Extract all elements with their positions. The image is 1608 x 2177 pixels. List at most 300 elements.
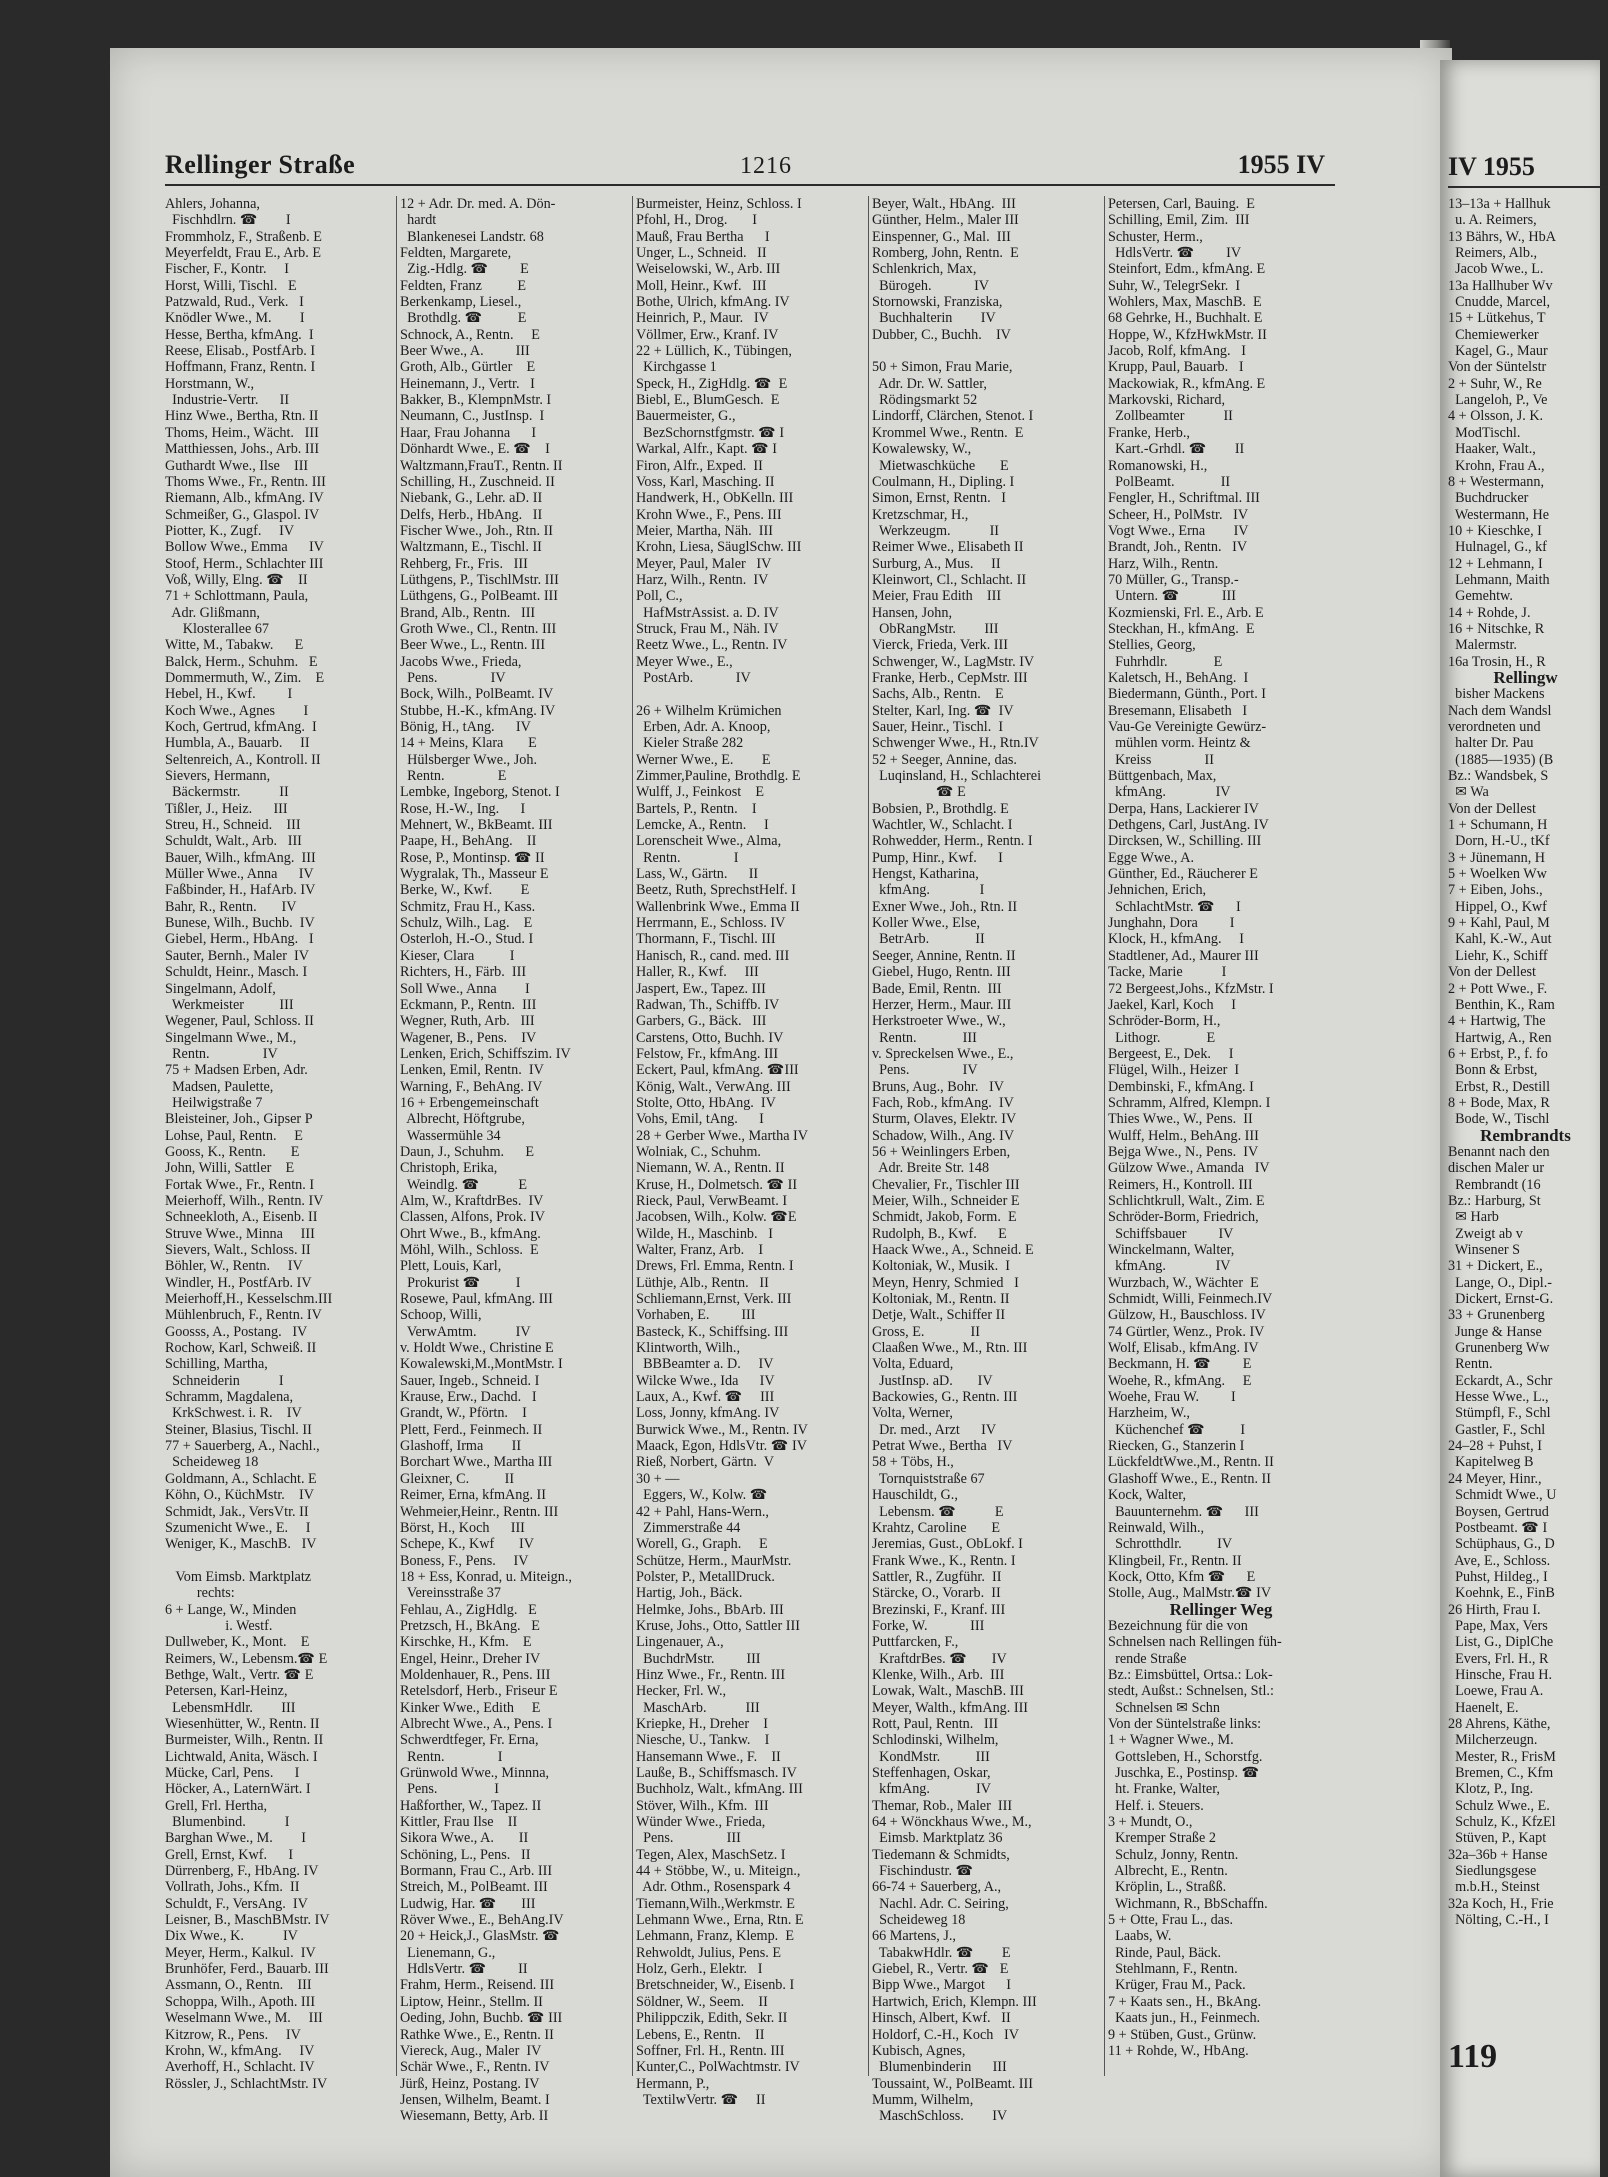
directory-entry: Adr. Dr. W. Sattler, [872, 375, 987, 392]
directory-entry: Rentn. [1448, 1356, 1493, 1373]
directory-entry: 26 + Wilhelm Krümichen [636, 702, 782, 719]
directory-entry: Haack Wwe., A., Schneid. E [872, 1242, 1034, 1258]
directory-entry: Rieß, Norbert, Gärtn. V [636, 1454, 775, 1471]
directory-entry: Fischindustr. ☎ [872, 1863, 974, 1880]
directory-entry: 10 + Kieschke, I [1448, 522, 1542, 539]
directory-entry: Jürß, Heinz, Postang. IV [400, 2075, 540, 2092]
directory-entry: Zweigt ab v [1448, 1225, 1523, 1242]
directory-column-2 [400, 196, 626, 2125]
directory-entry: Brezinski, F., Kranf. III [872, 1601, 1006, 1618]
directory-entry: Erben, Adr. A. Knoop, [636, 719, 771, 735]
directory-entry: 77 + Sauerberg, A., Nachl., [165, 1438, 320, 1455]
directory-entry: Mester, R., FrisM [1448, 1748, 1556, 1765]
directory-entry: Bejga Wwe., N., Pens. IV [1108, 1143, 1259, 1160]
directory-entry: Hoffmann, Franz, Rentn. I [165, 359, 316, 376]
directory-entry: Kinker Wwe., Edith E [400, 1699, 541, 1716]
directory-entry: Reese, Elisab., PostfArb. I [165, 343, 316, 360]
directory-entry: Scheideweg 18 [165, 1454, 259, 1471]
directory-entry: v. Spreckelsen Wwe., E., [872, 1045, 1014, 1062]
directory-entry: Rössler, J., SchlachtMstr. IV [165, 2075, 328, 2092]
directory-entry: Jensen, Wilhelm, Beamt. I [400, 2091, 550, 2108]
directory-entry: Fuhrhdlr. E [1108, 653, 1223, 670]
directory-entry: Bürogeh. IV [872, 277, 990, 294]
directory-entry: 74 Gürtler, Wenz., Prok. IV [1108, 1323, 1265, 1340]
directory-entry: 12 + Lehmann, I [1448, 555, 1543, 572]
directory-entry: Koltoniak, M., Rentn. II [872, 1291, 1010, 1308]
directory-entry: Ludwig, Har. ☎ III [400, 1895, 536, 1912]
directory-entry: 6 + Lange, W., Minden [165, 1601, 297, 1618]
directory-entry: Rathke Wwe., E., Rentn. II [400, 2026, 554, 2043]
directory-entry: Romanowski, H., [1108, 457, 1208, 474]
directory-entry: Buchholz, Walt., kfmAng. III [636, 1781, 803, 1798]
directory-entry: Dürrenberg, F., HbAng. IV [165, 1863, 319, 1880]
directory-entry: Vereinsstraße 37 [400, 1585, 501, 1602]
directory-entry: Hebel, H., Kwf. I [165, 686, 293, 703]
directory-entry: 50 + Simon, Frau Marie, [872, 359, 1013, 376]
directory-entry: 14 + Rohde, J. [1448, 604, 1531, 621]
directory-entry: Heinemann, J., Vertr. I [400, 375, 535, 392]
directory-entry: Rieck, Paul, VerwBeamt. I [636, 1192, 788, 1209]
directory-entry: Faßbinder, H., HafArb. IV [165, 882, 316, 899]
directory-entry: v. Holdt Wwe., Christine E [400, 1340, 554, 1357]
directory-entry: 26 Hirth, Frau I. [1448, 1601, 1541, 1618]
directory-entry: Giebel, Herm., HbAng. I [165, 931, 314, 948]
directory-entry: Beckmann, H. ☎ E [1108, 1356, 1252, 1373]
right-header-year: IV 1955 [1448, 152, 1535, 181]
directory-entry: Surburg, A., Mus. II [872, 555, 1001, 572]
directory-entry: Radwan, Th., Schiffb. IV [636, 996, 780, 1013]
directory-entry: Schwenger, W., LagMstr. IV [872, 653, 1035, 670]
directory-entry: Heilwigstraße 7 [165, 1094, 263, 1111]
directory-entry: Ahlers, Johanna, [165, 196, 260, 212]
directory-entry: kfmAng. IV [1108, 1258, 1231, 1275]
directory-entry: TabakwHdlr. ☎ E [872, 1944, 1011, 1961]
directory-entry: Stelter, Karl, Ing. ☎ IV [872, 702, 1014, 719]
directory-entry: KrkSchwest. i. R. IV [165, 1405, 302, 1422]
directory-entry: Niemann, W. A., Rentn. II [636, 1160, 785, 1177]
directory-entry: Zig.-Hdlg. ☎ E [400, 261, 529, 278]
directory-entry: Klenke, Wilh., Arb. III [872, 1666, 1005, 1683]
directory-entry: Glashoff, Irma II [400, 1438, 522, 1455]
directory-entry: Winckelmann, Walter, [1108, 1242, 1235, 1258]
directory-entry: Schütze, Herm., MaurMstr. [636, 1552, 792, 1569]
directory-entry: Meyer, Walth., kfmAng. III [872, 1699, 1029, 1716]
directory-entry: Bz.: Harburg, St [1448, 1192, 1541, 1209]
directory-entry: Meier, Wilh., Schneider E [872, 1192, 1020, 1209]
directory-entry: Kreiss II [1108, 751, 1214, 768]
directory-entry: Mackowiak, R., kfmAng. E [1108, 375, 1266, 392]
directory-entry: Möhl, Wilh., Schloss. E [400, 1242, 539, 1258]
directory-entry: Bothe, Ulrich, kfmAng. IV [636, 294, 790, 311]
directory-entry: Schramm, Alfred, Klempn. I [1108, 1094, 1271, 1111]
directory-entry: halter Dr. Pau [1448, 735, 1534, 752]
directory-entry: Siedlungsgese [1448, 1863, 1537, 1880]
directory-entry: Pens. I [400, 1781, 499, 1798]
directory-entry: Zollbeamter II [1108, 408, 1233, 425]
directory-entry: m.b.H., Steinst [1448, 1879, 1540, 1896]
directory-entry: LebensmHdlr. III [165, 1699, 296, 1716]
directory-entry: Hesse, Bertha, kfmAng. I [165, 326, 314, 343]
directory-entry: Leisner, B., MaschBMstr. IV [165, 1912, 330, 1929]
directory-entry: Schwenger Wwe., H., Rtn.IV [872, 735, 1039, 752]
directory-entry [872, 343, 1098, 359]
directory-entry: Burmeister, Wilh., Rentn. II [165, 1732, 324, 1749]
directory-entry: Jaspert, Ew., Tapez. III [636, 980, 766, 997]
directory-entry: BetrArb. II [872, 931, 985, 948]
directory-entry: Szumenicht Wwe., E. I [165, 1519, 311, 1536]
directory-entry: 5 + Otte, Frau L., das. [1108, 1912, 1234, 1929]
directory-entry: Poll, C., [636, 588, 683, 605]
directory-entry: Milcherzeugn. [1448, 1732, 1538, 1749]
directory-entry: Stärcke, O., Vorarb. II [872, 1585, 1001, 1602]
directory-entry: Holz, Gerh., Elektr. I [636, 1961, 763, 1978]
directory-entry: Kieler Straße 282 [636, 735, 744, 752]
directory-entry: Schnelsen nach Rellingen füh- [1108, 1634, 1282, 1651]
directory-entry: Reimers, Alb., [1448, 245, 1538, 262]
directory-entry: Rose, P., Montinsp. ☎ II [400, 849, 545, 866]
directory-entry: Horstmann, W., [165, 375, 255, 392]
directory-entry: Dix Wwe., K. IV [165, 1928, 298, 1945]
directory-entry: 44 + Stöbbe, W., u. Miteign., [636, 1863, 801, 1880]
directory-entry: 1 + Wagner Wwe., M. [1108, 1732, 1234, 1749]
directory-entry: Büttgenbach, Max, [1108, 768, 1217, 785]
directory-entry: Seeger, Annine, Rentn. II [872, 947, 1016, 964]
directory-entry: Struck, Frau M., Näh. IV [636, 620, 779, 637]
directory-entry: Lindorff, Clärchen, Stenot. I [872, 408, 1034, 425]
directory-entry: 28 Ahrens, Käthe, [1448, 1715, 1551, 1732]
directory-entry: Bäckermstr. II [165, 784, 289, 801]
directory-entry: Jacobs Wwe., Frieda, [400, 653, 522, 670]
directory-entry: Niebank, G., Lehr. aD. II [400, 490, 543, 507]
directory-entry: Wulff, Helm., BehAng. III [1108, 1127, 1259, 1144]
directory-entry: Barghan Wwe., M. I [165, 1830, 306, 1847]
directory-entry: Zimmerstraße 44 [636, 1519, 741, 1536]
directory-entry: Richters, H., Färb. III [400, 964, 527, 981]
directory-entry: 20 + Heick,J., GlasMstr. ☎ [400, 1928, 560, 1945]
directory-entry: Beetz, Ruth, SprechstHelf. I [636, 882, 796, 899]
directory-entry: Schlichtkrull, Walt., Zim. E [1108, 1192, 1265, 1209]
directory-entry: Bobsien, P., Brothdlg. E [872, 800, 1009, 817]
directory-entry: Frahm, Herm., Reisend. III [400, 1977, 555, 1994]
directory-entry: kfmAng. I [872, 882, 985, 899]
directory-entry: Madsen, Paulette, [165, 1078, 274, 1095]
directory-entry: Meier, Martha, Näh. III [636, 522, 773, 539]
directory-entry: Bönig, H., tAng. IV [400, 719, 531, 735]
directory-entry: Kaletsch, H., BehAng. I [1108, 669, 1249, 686]
directory-entry: Klosterallee 67 [165, 620, 270, 637]
directory-entry: Waltzmann, E., Tischl. II [400, 539, 542, 556]
directory-entry: Langeloh, P., Ve [1448, 392, 1548, 409]
directory-entry: Bretschneider, W., Eisenb. I [636, 1977, 795, 1994]
directory-entry: Assmann, O., Rentn. III [165, 1977, 312, 1994]
column-divider [632, 196, 633, 2076]
directory-entry: Schramm, Magdalena, [165, 1389, 294, 1406]
directory-entry: 6 + Erbst, P., f. fo [1448, 1045, 1548, 1062]
directory-entry: JustInsp. aD. IV [872, 1372, 993, 1389]
directory-entry: 66 Martens, J., [872, 1928, 956, 1945]
directory-entry: Hansemann Wwe., F. II [636, 1748, 781, 1765]
directory-entry: Steffenhagen, Oskar, [872, 1765, 991, 1781]
directory-entry: Küchenchef ☎ I [1108, 1421, 1246, 1438]
directory-entry: Helmke, Johs., BbArb. III [636, 1601, 784, 1618]
directory-entry: Bauunternehm. ☎ III [1108, 1503, 1259, 1520]
directory-column-1 [165, 196, 391, 2092]
directory-entry: Wiesenhütter, W., Rentn. II [165, 1715, 320, 1732]
directory-entry: Bonn & Erbst, [1448, 1062, 1538, 1079]
directory-entry [636, 686, 862, 702]
directory-entry: Stellies, Georg, [1108, 637, 1196, 654]
directory-entry: Blumenbind. I [165, 1814, 290, 1831]
directory-entry: Voß, Willy, Elng. ☎ II [165, 571, 308, 588]
directory-entry: Von der Dellest [1448, 964, 1536, 981]
directory-entry: 5 + Woelken Ww [1448, 866, 1547, 883]
directory-entry: BBBeamter a. D. IV [636, 1356, 774, 1373]
directory-entry: Kozmienski, Frl. E., Arb. E [1108, 604, 1264, 621]
directory-entry: 2 + Suhr, W., Re [1448, 375, 1542, 392]
directory-entry: Wolniak, C., Schuhm. [636, 1143, 761, 1160]
directory-entry: PostArb. IV [636, 669, 751, 686]
directory-entry: Schmidt, Jakob, Form. E [872, 1209, 1017, 1226]
directory-entry: Kriepke, H., Dreher I [636, 1715, 768, 1732]
directory-entry: Classen, Alfons, Prok. IV [400, 1209, 546, 1226]
directory-entry: mühlen vorm. Heintz & [1108, 735, 1251, 752]
directory-entry: Steckhan, H., kfmAng. E [1108, 620, 1255, 637]
directory-entry: Puttfarcken, F., [872, 1634, 959, 1651]
directory-entry: KraftdrBes. ☎ IV [872, 1650, 1007, 1667]
directory-entry: Harzheim, W., [1108, 1405, 1190, 1422]
directory-entry: Dönhardt Wwe., E. ☎ I [400, 441, 550, 458]
directory-entry: Markovski, Richard, [1108, 392, 1226, 409]
directory-entry: KondMstr. III [872, 1748, 990, 1765]
directory-entry: Sievers, Hermann, [165, 768, 271, 785]
directory-entry: Rentn. E [400, 768, 507, 785]
directory-entry: Mietwaschküche E [872, 457, 1009, 474]
directory-entry: Windler, H., PostfArb. IV [165, 1274, 312, 1291]
directory-entry: Köhn, O., KüchMstr. IV [165, 1487, 314, 1504]
directory-entry: Einspenner, G., Mal. III [872, 228, 1011, 245]
directory-entry: Fischhdlrn. ☎ I [165, 212, 291, 229]
directory-entry: Bahr, R., Rentn. IV [165, 898, 297, 915]
directory-entry: Söldner, W., Seem. II [636, 1993, 768, 2010]
directory-entry: Meyn, Henry, Schmied I [872, 1274, 1019, 1291]
directory-entry: 66-74 + Sauerberg, A., [872, 1879, 1002, 1896]
directory-entry: Vau-Ge Vereinigte Gewürz- [1108, 719, 1267, 735]
directory-entry: Wulff, J., Feinkost E [636, 784, 765, 801]
directory-entry: Krause, Erw., Dachd. I [400, 1389, 537, 1406]
directory-entry: Schulz, K., KfzEl [1448, 1814, 1556, 1831]
directory-entry: Walter, Franz, Arb. I [636, 1242, 764, 1258]
directory-entry: Heinrich, P., Maur. IV [636, 310, 769, 327]
directory-entry: Plett, Ferd., Feinmech. II [400, 1421, 543, 1438]
directory-entry: Helf. i. Steuers. [1108, 1797, 1204, 1814]
directory-entry: Derpa, Hans, Lackierer IV [1108, 800, 1259, 817]
directory-entry: Firon, Alfr., Exped. II [636, 457, 763, 474]
directory-entry: Boness, F., Pens. IV [400, 1552, 529, 1569]
directory-entry: Schmeißer, G., Glaspol. IV [165, 506, 320, 523]
directory-entry: BezSchornstfgmstr. ☎ I [636, 424, 785, 441]
directory-entry: Dr. med., Arzt IV [872, 1421, 997, 1438]
directory-entry: Fach, Rob., kfmAng. IV [872, 1094, 1014, 1111]
directory-entry: Lenken, Erich, Schiffszim. IV [400, 1045, 571, 1062]
directory-entry: HdlsVertr. ☎ IV [1108, 245, 1242, 262]
directory-entry: Werkzeugm. II [872, 522, 1000, 539]
directory-entry: 14 + Meins, Klara E [400, 735, 537, 752]
directory-entry: rende Straße [1108, 1650, 1187, 1667]
directory-entry: Kleinwort, Cl., Schlacht. II [872, 571, 1027, 588]
directory-entry: Wilcke Wwe., Ida IV [636, 1372, 775, 1389]
directory-entry: 52 + Seeger, Annine, das. [872, 751, 1017, 768]
directory-entry: kfmAng. IV [1108, 784, 1231, 801]
directory-entry: Rinde, Paul, Bäck. [1108, 1944, 1222, 1961]
directory-entry: u. A. Reimers, [1448, 212, 1537, 229]
directory-entry: Philippczik, Edith, Sekr. II [636, 2010, 788, 2027]
directory-entry: 13a Hallhuber Wv [1448, 277, 1553, 294]
directory-entry: (1885—1935) (B [1448, 751, 1554, 768]
directory-entry: Weiselowski, W., Arb. III [636, 261, 781, 278]
directory-entry: Günther, Helm., Maler III [872, 212, 1019, 229]
directory-entry: Krohn Wwe., F., Pens. III [636, 506, 782, 523]
directory-entry: Struve Wwe., Minna III [165, 1225, 315, 1242]
directory-entry: 7 + Kaats sen., H., BkAng. [1108, 1993, 1262, 2010]
directory-entry: Woehe, Frau W. I [1108, 1389, 1236, 1406]
directory-entry: 7 + Eiben, Johs., [1448, 882, 1543, 899]
directory-entry: Lehmann, Maith [1448, 571, 1550, 588]
directory-entry: Jacob, Rolf, kfmAng. I [1108, 343, 1246, 360]
directory-entry: Loss, Jonny, kfmAng. IV [636, 1405, 780, 1422]
directory-entry: Wallenbrink Wwe., Emma II [636, 898, 800, 915]
directory-entry: 16 + Nitschke, R [1448, 620, 1545, 637]
directory-entry: List, G., DiplChe [1448, 1634, 1554, 1651]
directory-entry: Sauer, Heinr., Tischl. I [872, 719, 1004, 735]
directory-entry: Cnudde, Marcel, [1448, 294, 1551, 311]
directory-entry: Streu, H., Schneid. III [165, 817, 301, 834]
header-page-number: 1216 [740, 153, 792, 179]
directory-entry: Harz, Wilh., Rentn. [1108, 555, 1219, 572]
directory-entry: Von der Süntelstr [1448, 359, 1547, 376]
directory-entry: Krohn, Liesa, SäuglSchw. III [636, 539, 802, 556]
directory-entry: Pape, Max, Vers [1448, 1617, 1548, 1634]
directory-entry: Giebel, Hugo, Rentn. III [872, 964, 1011, 981]
directory-entry: Höcker, A., LaternWärt. I [165, 1781, 311, 1798]
directory-entry: Garbers, G., Bäck. III [636, 1013, 767, 1030]
directory-entry: MaschArb. III [636, 1699, 760, 1716]
directory-entry: Meierhoff, Wilh., Rentn. IV [165, 1192, 324, 1209]
directory-entry: Hecker, Frl. W., [636, 1683, 727, 1700]
directory-entry: Pretzsch, H., BkAng. E [400, 1617, 540, 1634]
directory-entry: Lohse, Paul, Rentn. E [165, 1127, 303, 1144]
directory-entry: Schulz, Wilh., Lag. E [400, 915, 533, 932]
directory-entry: Werkmeister III [165, 996, 294, 1013]
directory-entry: Bade, Emil, Rentn. III [872, 980, 1002, 997]
directory-entry: Brandt, Joh., Rentn. IV [1108, 539, 1248, 556]
directory-entry: Meyer, Paul, Maler IV [636, 555, 772, 572]
directory-entry: Schmitz, Frau H., Kass. [400, 898, 536, 915]
directory-entry: Koehnk, E., FinB [1448, 1585, 1555, 1602]
directory-entry: Mühlenbruch, F., Rentn. IV [165, 1307, 322, 1324]
directory-entry: Sachs, Alb., Rentn. E [872, 686, 1004, 703]
directory-entry: Nölting, C.-H., I [1448, 1912, 1549, 1929]
directory-entry: Krahtz, Caroline E [872, 1519, 1001, 1536]
directory-entry: Streich, M., PolBeamt. III [400, 1879, 548, 1896]
directory-entry: Delfs, Herb., HbAng. II [400, 506, 543, 523]
directory-entry: 32a Koch, H., Frie [1448, 1895, 1554, 1912]
directory-entry: Laabs, W. [1108, 1928, 1172, 1945]
directory-entry: Wagener, B., Pens. IV [400, 1029, 537, 1046]
directory-entry: bisher Mackens [1448, 686, 1545, 703]
directory-entry: Thies Wwe., W., Pens. II [1108, 1111, 1253, 1128]
directory-entry: Jaekel, Karl, Koch I [1108, 996, 1237, 1013]
directory-entry: Hulnagel, G., kf [1448, 539, 1547, 556]
directory-entry: Vogt Wwe., Erna IV [1108, 522, 1249, 539]
directory-entry: Mehnert, W., BkBeamt. III [400, 817, 553, 834]
directory-entry: Postbeamt. ☎ I [1448, 1519, 1548, 1536]
directory-entry: Berkenkamp, Liesel., [400, 294, 522, 311]
directory-entry: Wolf, Elisab., kfmAng. IV [1108, 1340, 1259, 1357]
directory-entry: Themar, Rob., Maler III [872, 1797, 1013, 1814]
directory-entry: Tiedemann & Schmidts, [872, 1846, 1010, 1863]
directory-entry: Rembrandt (16 [1448, 1176, 1541, 1193]
directory-entry: Witte, M., Tabakw. E [165, 637, 304, 654]
directory-entry: Rochow, Karl, Schweiß. II [165, 1340, 317, 1357]
directory-entry: Kagel, G., Maur [1448, 343, 1548, 360]
directory-entry: Rentn. I [400, 1748, 503, 1765]
directory-entry: Bleisteiner, Joh., Gipser P [165, 1111, 313, 1128]
section-title: Rembrandts [1480, 1125, 1571, 1145]
directory-entry: 24 Meyer, Hinr., [1448, 1470, 1542, 1487]
directory-entry: Adr. Othm., Rosenspark 4 [636, 1879, 791, 1896]
directory-entry: Lienemann, G., [400, 1944, 496, 1961]
directory-entry: Lemcke, A., Rentn. I [636, 817, 769, 834]
directory-entry: PolBeamt. II [1108, 473, 1231, 490]
directory-entry: Stubbe, H.-K., kfmAng. IV [400, 702, 556, 719]
directory-entry: Stehlmann, F., Rentn. [1108, 1961, 1238, 1978]
directory-entry: Volta, Werner, [872, 1405, 953, 1422]
directory-entry: Krohn, Frau A., [1448, 457, 1545, 474]
directory-entry: Grandt, W., Pförtn. I [400, 1405, 527, 1422]
directory-entry: Krohn, W., kfmAng. IV [165, 2042, 315, 2059]
directory-entry: Benthin, K., Ram [1448, 996, 1555, 1013]
directory-entry: Wilde, H., Maschinb. I [636, 1225, 773, 1242]
directory-entry: Bode, W., Tischl [1448, 1111, 1550, 1128]
directory-entry: Koltoniak, W., Musik. I [872, 1258, 1010, 1275]
directory-entry: Gemehtw. [1448, 588, 1513, 605]
directory-column-5 [1108, 196, 1334, 2076]
directory-entry: Goldmann, A., Schlacht. E [165, 1470, 317, 1487]
directory-entry: Exner Wwe., Joh., Rtn. II [872, 898, 1018, 915]
directory-entry: Dembinski, F., kfmAng. I [1108, 1078, 1254, 1095]
directory-entry: Winsener S [1448, 1242, 1521, 1258]
directory-entry: Biedermann, Günth., Port. I [1108, 686, 1267, 703]
directory-entry: Kowalewski,M.,MontMstr. I [400, 1356, 563, 1373]
directory-entry: Untern. ☎ III [1108, 588, 1236, 605]
directory-entry: Oeding, John, Buchb. ☎ III [400, 2010, 563, 2027]
directory-entry: Krommel Wwe., Rentn. E [872, 424, 1024, 441]
directory-entry: Bipp Wwe., Margot I [872, 1977, 1011, 1994]
directory-entry: Soffner, Frl. H., Rentn. III [636, 2042, 785, 2059]
directory-entry: Backowies, G., Rentn. III [872, 1389, 1018, 1406]
directory-entry: Schoop, Willi, [400, 1307, 482, 1324]
directory-entry: 72 Bergeest,Johs., KfzMstr. I [1108, 980, 1274, 997]
directory-entry: VerwAmtm. IV [400, 1323, 531, 1340]
directory-entry: Averhoff, H., Schlacht. IV [165, 2059, 315, 2076]
directory-entry: Vierck, Frieda, Verk. III [872, 637, 1008, 654]
directory-entry: Loewe, Frau A. [1448, 1683, 1544, 1700]
directory-entry: Glashoff Wwe., E., Rentn. II [1108, 1470, 1271, 1487]
directory-entry: Riecken, G., Stanzerin I [1108, 1438, 1245, 1455]
directory-entry: Schmidt Wwe., U [1448, 1487, 1557, 1504]
directory-entry: Hartig, Joh., Bäck. [636, 1585, 743, 1602]
directory-entry: Sikora Wwe., A. II [400, 1830, 529, 1847]
